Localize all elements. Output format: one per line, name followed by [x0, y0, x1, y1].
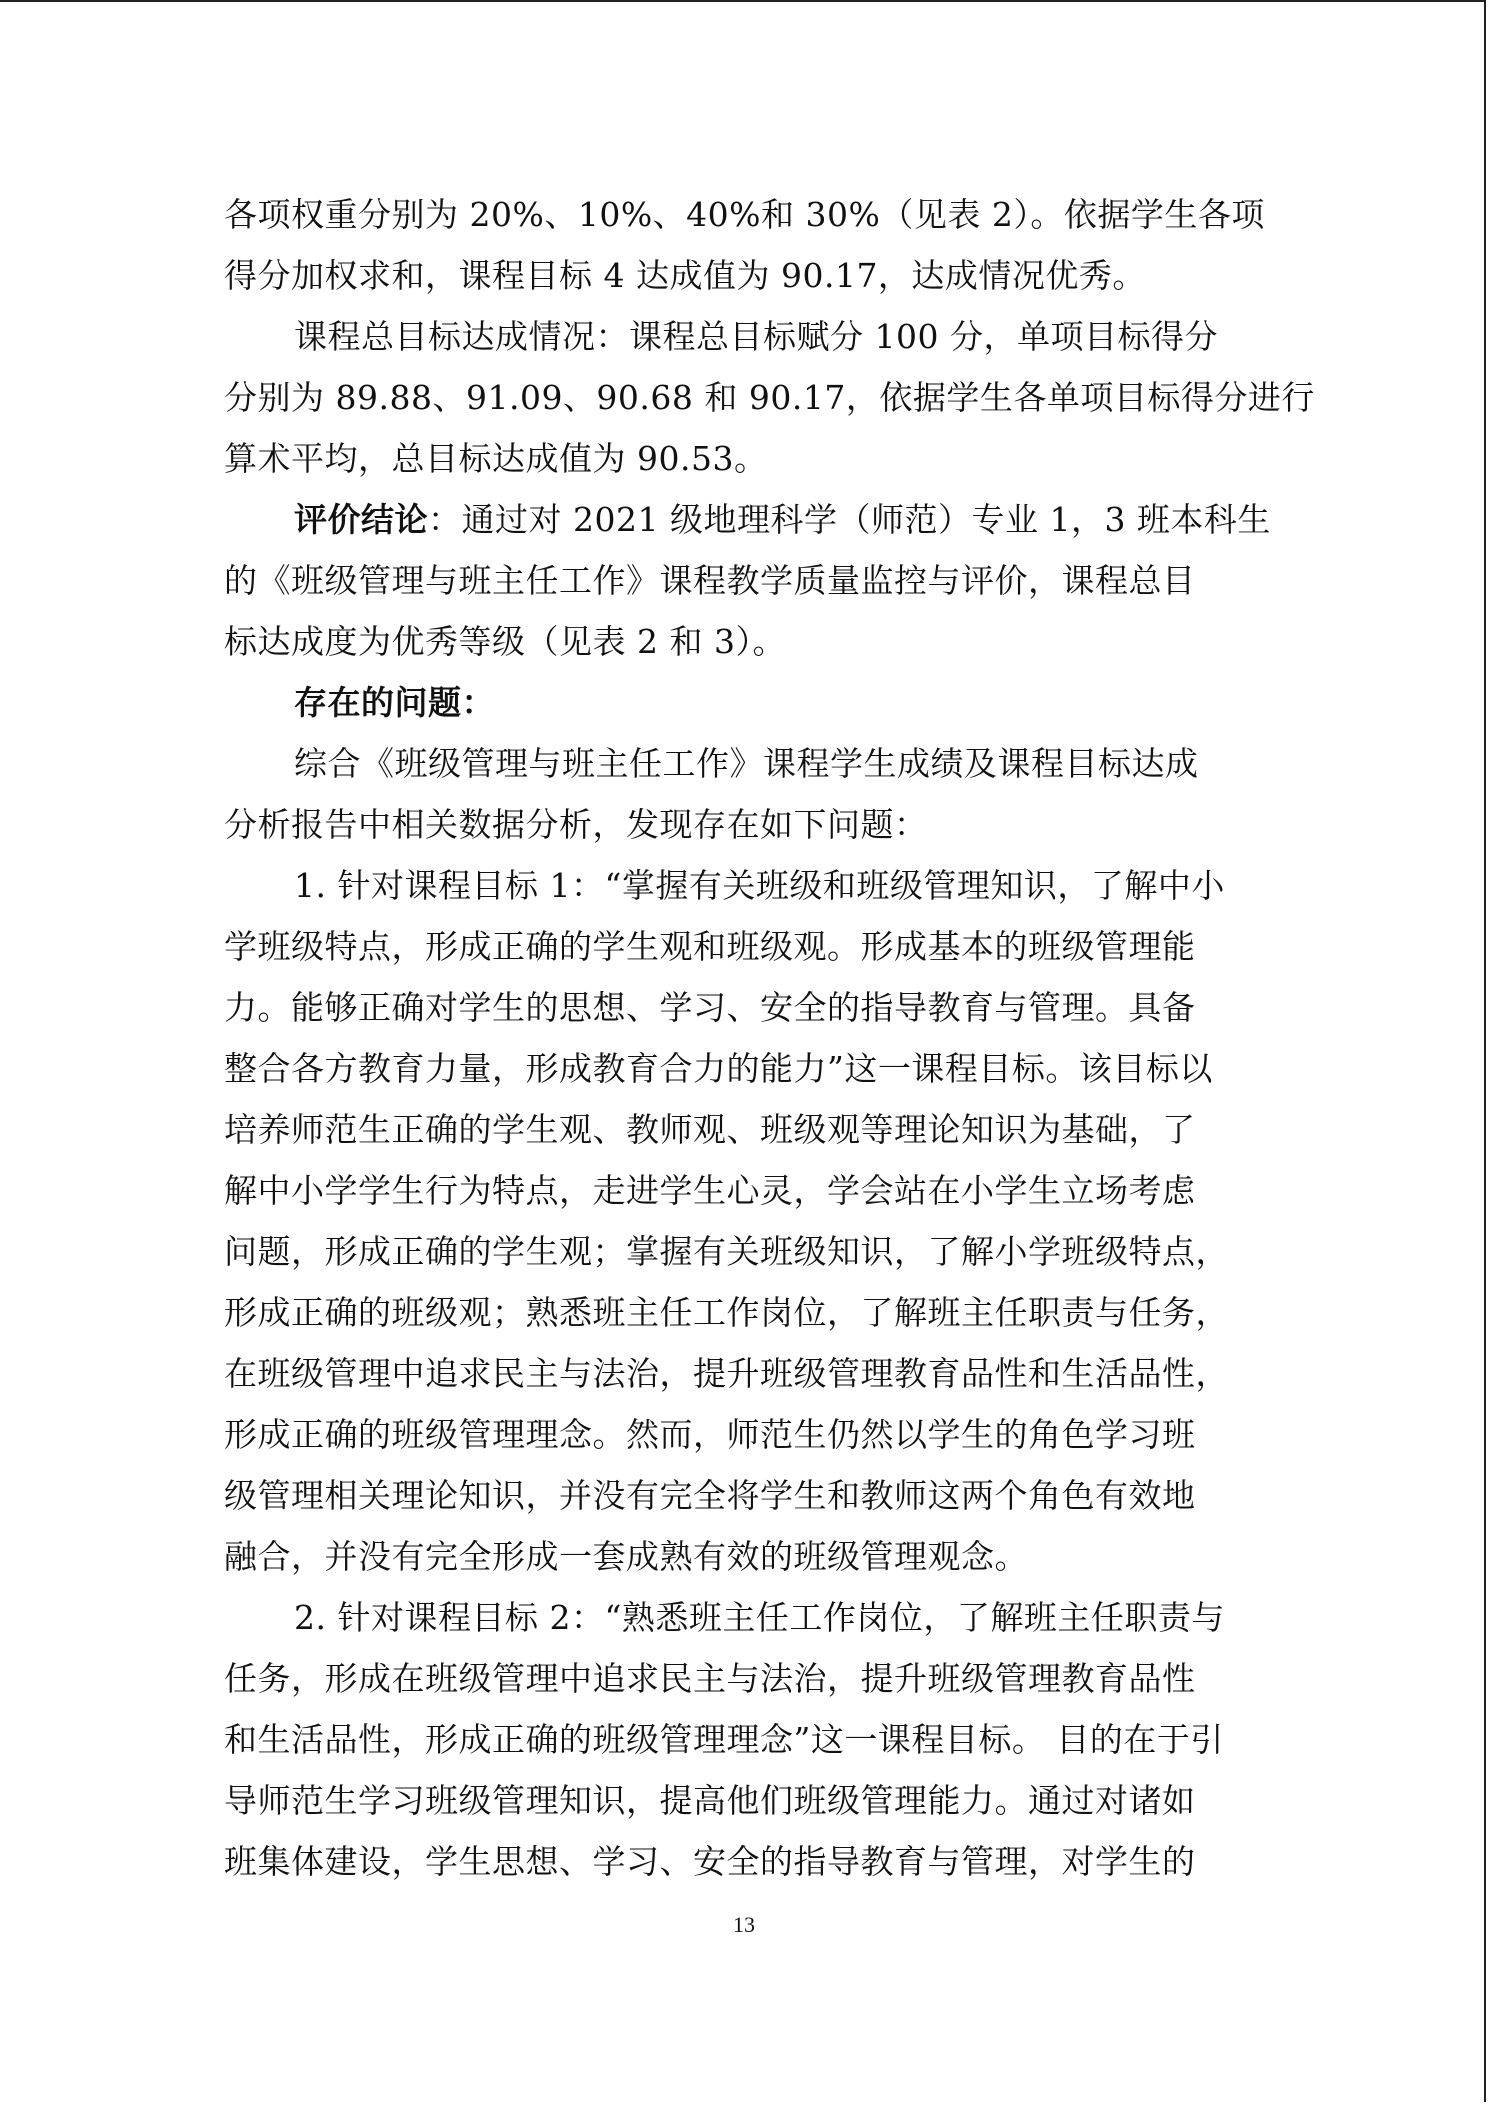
document-body [224, 184, 1315, 1892]
text-line: 分析报告中相关数据分析，发现存在如下问题： [224, 805, 928, 844]
text-line: 级管理相关理论知识，并没有完全将学生和教师这两个角色有效地 [224, 1476, 1196, 1515]
text-line: 整合各方教育力量，形成教育合力的能力”这一课程目标。该目标以 [224, 1049, 1213, 1088]
text-line: 学班级特点，形成正确的学生观和班级观。形成基本的班级管理能 [224, 927, 1196, 966]
text-line: 在班级管理中追求民主与法治，提升班级管理教育品性和生活品性， [224, 1354, 1229, 1393]
text-line: 培养师范生正确的学生观、教师观、班级观等理论知识为基础，了 [224, 1110, 1196, 1149]
text-line: 任务，形成在班级管理中追求民主与法治，提升班级管理教育品性 [224, 1659, 1196, 1698]
text-line: 算术平均，总目标达成值为 90.53。 [224, 439, 768, 478]
text-line: 解中小学学生行为特点，走进学生心灵，学会站在小学生立场考虑 [224, 1171, 1196, 1210]
text-line: 问题，形成正确的学生观；掌握有关班级知识，了解小学班级特点， [224, 1232, 1229, 1271]
text-line: 课程总目标达成情况：课程总目标赋分 100 分，单项目标得分 [294, 317, 1218, 356]
text-line: 融合，并没有完全形成一套成熟有效的班级管理观念。 [224, 1537, 1028, 1576]
text-line: 力。能够正确对学生的思想、学习、安全的指导教育与管理。具备 [224, 988, 1196, 1027]
page-number: 13 [733, 1912, 755, 1937]
text-line [224, 489, 1271, 550]
text-line: 1. 针对课程目标 1：“掌握有关班级和班级管理知识，了解中小 [294, 866, 1225, 905]
text-span: ：通过对 2021 级地理科学（师范）专业 1，3 班本科生 [428, 500, 1271, 539]
text-line: 2. 针对课程目标 2：“熟悉班主任工作岗位，了解班主任职责与 [294, 1598, 1225, 1637]
text-line: 得分加权求和，课程目标 4 达成值为 90.17，达成情况优秀。 [224, 256, 1146, 295]
text-line: 班集体建设，学生思想、学习、安全的指导教育与管理，对学生的 [224, 1842, 1196, 1881]
problems-heading: 存在的问题： [294, 683, 495, 722]
text-line: 导师范生学习班级管理知识，提高他们班级管理能力。通过对诸如 [224, 1781, 1196, 1820]
evaluation-conclusion-heading: 评价结论 [294, 500, 428, 539]
text-line: 各项权重分别为 20%、10%、40%和 30%（见表 2）。依据学生各项 [224, 195, 1265, 234]
text-line: 形成正确的班级观；熟悉班主任工作岗位，了解班主任职责与任务， [224, 1293, 1229, 1332]
text-line: 分别为 89.88、91.09、90.68 和 90.17，依据学生各单项目标得分进行 [224, 378, 1315, 417]
text-line: 和生活品性，形成正确的班级管理理念”这一课程目标。 目的在于引 [224, 1720, 1224, 1759]
text-line: 的《班级管理与班主任工作》课程教学质量监控与评价，课程总目 [224, 561, 1196, 600]
text-line: 形成正确的班级管理理念。然而，师范生仍然以学生的角色学习班 [224, 1415, 1196, 1454]
text-line: 综合《班级管理与班主任工作》课程学生成绩及课程目标达成 [294, 744, 1199, 783]
text-line: 标达成度为优秀等级（见表 2 和 3）。 [224, 622, 786, 661]
